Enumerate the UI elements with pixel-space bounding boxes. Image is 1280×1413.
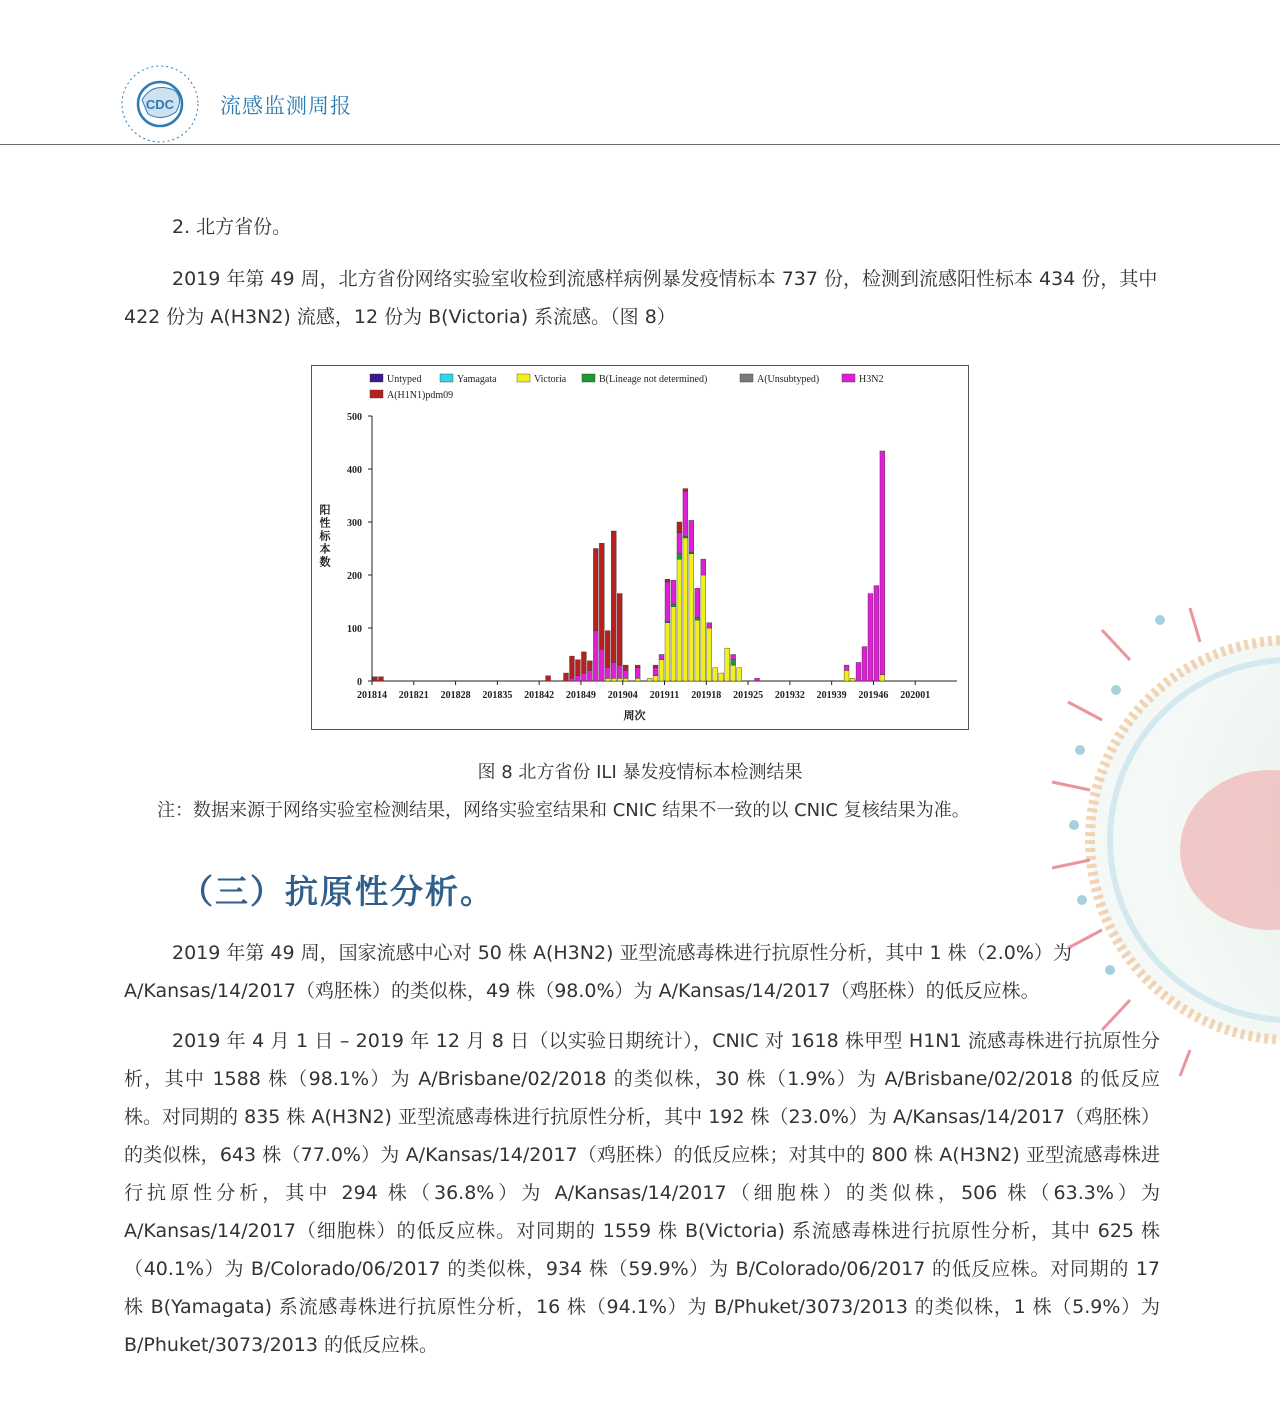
bar-segment [719, 673, 724, 681]
bar-segment [647, 678, 652, 681]
bar-segment [635, 668, 640, 679]
y-tick-label: 200 [347, 571, 362, 582]
bar-segment [373, 677, 378, 681]
bar-segment [564, 673, 569, 681]
bar-segment [605, 678, 610, 681]
bar-segment [874, 586, 879, 681]
bar-segment [605, 631, 610, 668]
bar-segment [689, 552, 694, 554]
x-tick-label: 201904 [607, 690, 638, 701]
bar-segment [731, 660, 736, 665]
x-tick-label: 201932 [774, 690, 805, 701]
bar-segment [575, 660, 580, 676]
figure-8-chart [311, 365, 969, 730]
bar-segment [581, 673, 586, 681]
bar-segment [677, 533, 682, 554]
bar-segment [617, 678, 622, 681]
bar-segment [599, 649, 604, 681]
bar-segment [731, 665, 736, 681]
x-tick-label: 201821 [398, 690, 429, 701]
section-title-antigenic-analysis: （三）抗原性分析。 [180, 872, 495, 911]
bar-segment [611, 678, 616, 681]
legend-swatch [370, 390, 383, 398]
bar-segment [593, 549, 598, 631]
bar-segment [570, 678, 575, 681]
y-tick-label: 300 [347, 518, 362, 529]
bar-segment [677, 554, 682, 559]
x-axis-label: 周次 [623, 709, 646, 722]
bar-segment [623, 665, 628, 670]
bar-segment [677, 559, 682, 681]
figure-caption: 图 8 北方省份 ILI 暴发疫情标本检测结果 [477, 762, 803, 783]
legend-label: B(Lineage not determined) [599, 374, 708, 385]
legend-label: Untyped [387, 374, 422, 385]
header-title: 流感监测周报 [220, 94, 352, 118]
bar-segment [695, 617, 700, 620]
bar-segment [570, 656, 575, 678]
bar-segment [880, 675, 885, 681]
page-header [0, 0, 1280, 145]
x-tick-label: 201842 [524, 690, 555, 701]
bar-segment [665, 582, 670, 622]
bar-segment [379, 677, 384, 681]
bar-segment [695, 588, 700, 617]
x-tick-label: 201828 [440, 690, 471, 701]
legend-label: Victoria [534, 374, 567, 385]
bar-segment [617, 665, 622, 678]
bar-segment [653, 665, 658, 668]
legend-label: Yamagata [457, 374, 497, 385]
bar-segment [731, 655, 736, 660]
legend-swatch [842, 374, 855, 382]
bar-segment [689, 520, 694, 552]
bar-segment [671, 604, 676, 607]
bar-segment [850, 678, 855, 681]
bar-segment [659, 660, 664, 681]
x-tick-label: 201939 [816, 690, 847, 701]
bar-segment [713, 668, 718, 681]
y-tick-label: 400 [347, 465, 362, 476]
bar-segment [623, 678, 628, 681]
legend-swatch [517, 374, 530, 382]
y-tick-label: 500 [347, 412, 362, 423]
bar-segment [611, 531, 616, 662]
bar-segment [695, 620, 700, 681]
bar-segment [725, 648, 730, 681]
y-tick-label: 100 [347, 624, 362, 635]
y-tick-label: 0 [357, 677, 362, 688]
paragraph-northern-summary: 2019 年第 49 周，北方省份网络实验室收检到流感样病例暴发疫情标本 737 份，检测到流感阳性标本 434 份，其中 422 份为 A(H3N2) 流感，12 份为 B(Victoria) 系流感。（图 8） [124, 268, 1158, 328]
stacked-bar-chart [312, 366, 968, 729]
bar-segment [880, 451, 885, 675]
legend-swatch [582, 374, 595, 382]
bar-segment [683, 489, 688, 492]
data-source-note: 注：数据来源于网络实验室检测结果，网络实验室结果和 CNIC 结果不一致的以 CNIC 复核结果为准。 [157, 800, 970, 821]
bar-segment [635, 678, 640, 681]
x-tick-label: 201918 [691, 690, 722, 701]
bar-segment [683, 491, 688, 536]
bar-segment [755, 678, 760, 681]
bar-segment [575, 676, 580, 681]
legend-label: A(H1N1)pdm09 [387, 390, 454, 401]
legend-swatch [740, 374, 753, 382]
bar-segment [599, 543, 604, 649]
bar-segment [546, 676, 551, 681]
bar-segment [683, 538, 688, 681]
bar-segment [671, 580, 676, 604]
bar-segment [587, 670, 592, 681]
x-tick-label: 201925 [733, 690, 764, 701]
bar-segment [665, 623, 670, 681]
logo-text: CDC [145, 97, 175, 112]
x-tick-label: 201911 [649, 690, 680, 701]
subheading-northern-provinces: 2. 北方省份。 [172, 216, 292, 238]
x-tick-label: 201835 [482, 690, 513, 701]
bar-segment [635, 665, 640, 668]
bar-segment [653, 668, 658, 676]
bar-segment [677, 522, 682, 533]
bar-segment [587, 661, 592, 671]
bar-segment [701, 575, 706, 681]
paragraph-antigenic-week49: 2019 年第 49 周，国家流感中心对 50 株 A(H3N2) 亚型流感毒株进行抗原性分析，其中 1 株（2.0%）为 A/Kansas/14/2017（鸡胚株）的类似株，49 株（98.0%）为 A/Kansas/14/2017（鸡胚株）的低反应株。 [124, 942, 1072, 1002]
bar-segment [868, 594, 873, 681]
bar-segment [659, 655, 664, 660]
bar-segment [611, 662, 616, 678]
legend-label: A(Unsubtyped) [757, 374, 820, 385]
x-tick-label: 201814 [357, 690, 387, 701]
x-tick-label: 201946 [858, 690, 889, 701]
bar-segment [707, 623, 712, 628]
bar-segment [665, 579, 670, 582]
bar-segment [623, 670, 628, 678]
legend-label: H3N2 [859, 374, 884, 385]
bar-segment [683, 536, 688, 538]
bar-segment [737, 668, 742, 681]
bar-segment [653, 676, 658, 681]
paragraph-antigenic-cumulative: 2019 年 4 月 1 日 – 2019 年 12 月 8 日（以实验日期统计），CNIC 对 1618 株甲型 H1N1 流感毒株进行抗原性分析，其中 1588 株（98.1%）为 A/Brisbane/02/2018 的类似株，30 株（1.9%）为 A/Brisbane/02/2018 的低反应株。对同期的 835 株 A(H3N2) 亚型流感毒株进行抗原性分析，其中 192 株（23.0%）为 A/Kansas/14/2017（鸡胚株）的类似株，643 株（77.0%）为 A/Kansas/14/2017（鸡胚株）的低反应株；对其中的 800 株 A(H3N2) 亚型流感毒株进行抗原性分析，其中 294 株（36.8%）为 A/Kansas/14/2017（细胞株）的类似株，506 株（63.3%）为 A/Kansas/14/2017（细胞株）的低反应株。对同期的 1559 株 B(Victoria) 系流感毒株进行抗原性分析，其中 625 株（40.1%）为 B/Colorado/06/2017 的类似株，934 株（59.9%）为 B/Colorado/06/2017 的低反应株。对同期的 17 株 B(Yamagata) 系流感毒株进行抗原性分析，16 株（94.1%）为 B/Phuket/3073/2013 的类似株，1 株（5.9%）为 B/Phuket/3073/2013 的低反应株。 [124, 1030, 1160, 1356]
bar-segment [689, 554, 694, 681]
bar-segment [862, 647, 867, 681]
bar-segment [856, 662, 861, 681]
x-tick-label: 201849 [565, 690, 596, 701]
bar-segment [707, 628, 712, 681]
china-cdc-logo-icon [118, 62, 202, 146]
bar-segment [605, 668, 610, 679]
bar-segment [671, 607, 676, 681]
x-tick-label: 202001 [900, 690, 931, 701]
legend-swatch [440, 374, 453, 382]
legend-swatch [370, 374, 383, 382]
bar-segment [617, 594, 622, 666]
bar-segment [844, 665, 849, 670]
bar-segment [844, 670, 849, 681]
y-axis-label: 阳性标本数 [319, 503, 331, 569]
bar-segment [701, 559, 706, 575]
bar-segment [593, 631, 598, 681]
bar-segment [581, 652, 586, 673]
